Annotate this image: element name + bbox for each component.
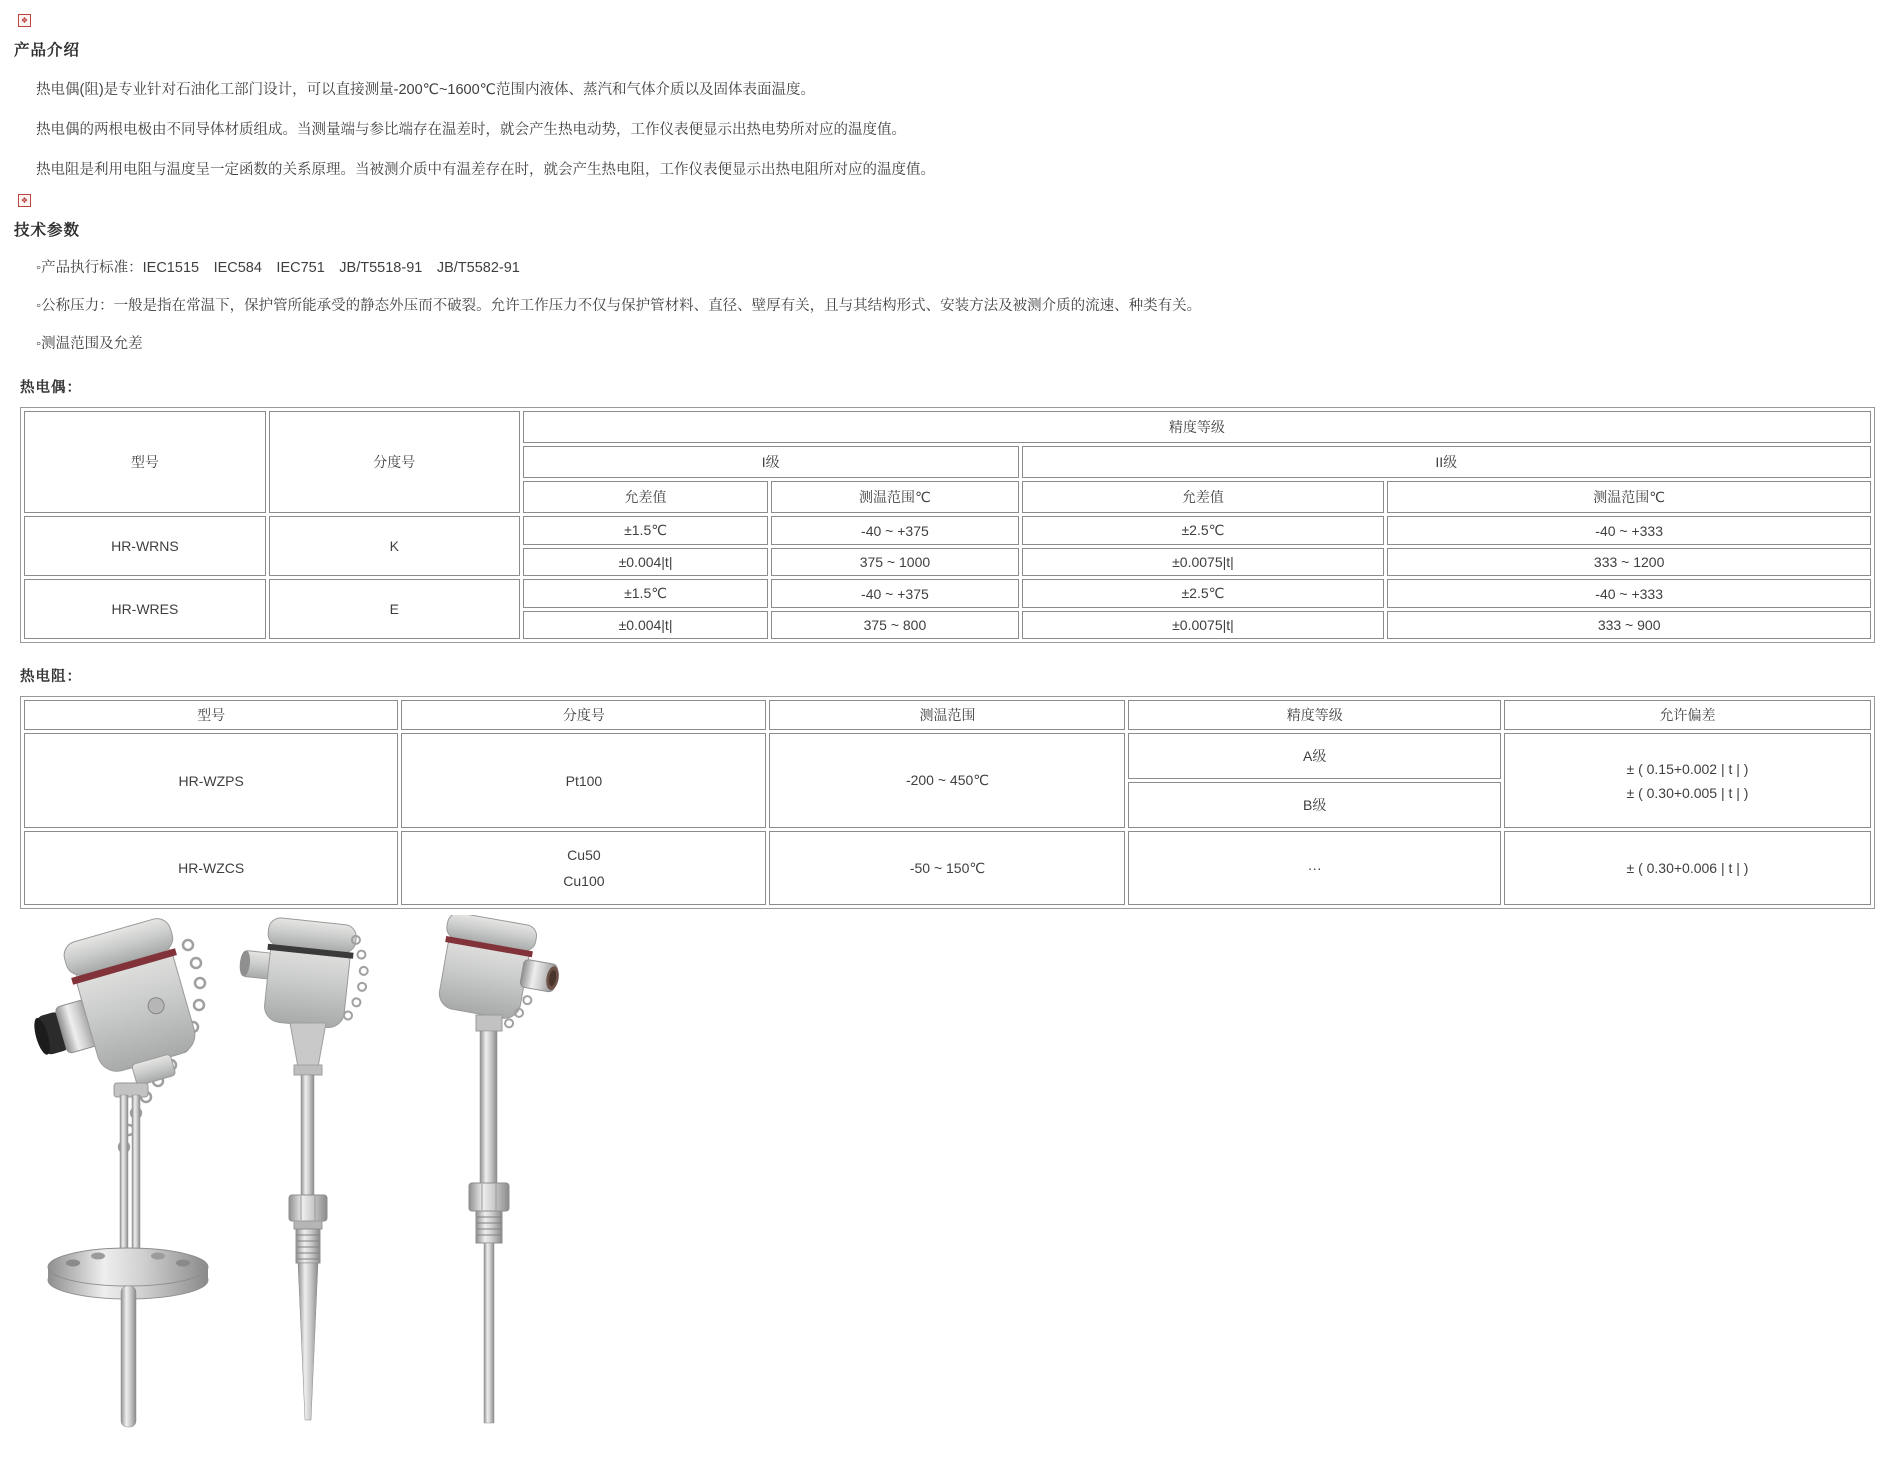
cell-range: 333 ~ 1200 — [1387, 548, 1871, 576]
intro-paragraph-1: 热电偶(阻)是专业针对石油化工部门设计，可以直接测量-200℃~1600℃范围内液体、蒸汽和气体介质以及固体表面温度。 — [36, 82, 815, 98]
cell-deviation: ± ( 0.30+0.006 | t | ) — [1504, 831, 1871, 905]
header-graduation: 分度号 — [401, 700, 766, 730]
taper-thermocouple-photo — [232, 915, 382, 1430]
spec-pressure-line: ◦公称压力：一般是指在常温下，保护管所能承受的静态外压而不破裂。允许工作压力不仅与保护管材料、直径、壁厚有关，且与其结构形式、安装方法及被测介质的流速、种类有关。 — [36, 298, 1202, 314]
spec-standards-line: ◦产品执行标准：IEC1515 IEC584 IEC751 JB/T5518-91 JB/T5582-91 — [36, 260, 520, 276]
intro-paragraph-2: 热电偶的两根电极由不同导体材质组成。当测量端与参比端存在温差时，就会产生热电动势，工作仪表便显示出热电势所对应的温度值。 — [36, 122, 906, 138]
cell-range: -40 ~ +333 — [1387, 579, 1871, 608]
header-range: 测温范围℃ — [771, 481, 1018, 513]
deviation-class-b: ± ( 0.30+0.005 | t | ) — [1626, 784, 1749, 801]
cell-tolerance: ±0.0075|t| — [1022, 611, 1385, 639]
ornament-icon: ❖ — [20, 15, 29, 25]
rtd-table — [20, 696, 1875, 909]
hex-nut — [469, 1183, 509, 1211]
intro-section-title: 产品介绍 — [14, 42, 81, 59]
cell-tolerance: ±1.5℃ — [523, 579, 768, 608]
rtd-table-label: 热电阻： — [20, 669, 82, 685]
header-class-2: II级 — [1022, 446, 1871, 478]
graduation-cu100: Cu100 — [563, 873, 605, 889]
spec-range-line: ◦测温范围及允差 — [36, 336, 143, 352]
cell-range: -200 ~ 450℃ — [769, 733, 1125, 828]
header-tolerance: 允差值 — [1022, 481, 1385, 513]
cell-range: 375 ~ 800 — [771, 611, 1018, 639]
cell-range: -50 ~ 150℃ — [769, 831, 1125, 905]
intro-paragraph-3: 热电阻是利用电阻与温度呈一定函数的关系原理。当被测介质中有温差存在时，就会产生热电阻，工作仪表便显示出热电阻所对应的温度值。 — [36, 162, 935, 178]
cell-class-b: B级 — [1128, 782, 1501, 828]
section-bullet-icon — [18, 14, 31, 27]
table-row — [24, 831, 1871, 905]
ornament-icon: ❖ — [20, 195, 29, 205]
cell-tolerance: ±0.0075|t| — [1022, 548, 1385, 576]
cell-tolerance: ±2.5℃ — [1022, 516, 1385, 545]
header-graduation: 分度号 — [269, 411, 520, 513]
header-accuracy-class: 精度等级 — [1128, 700, 1501, 730]
cell-model: HR-WRNS — [24, 516, 266, 576]
table-row — [24, 516, 1871, 545]
header-model: 型号 — [24, 411, 266, 513]
straight-thermocouple-photo — [414, 915, 564, 1430]
cell-range: -40 ~ +333 — [1387, 516, 1871, 545]
cell-model: HR-WRES — [24, 579, 266, 639]
cell-range: 375 ~ 1000 — [771, 548, 1018, 576]
cell-graduation: K — [269, 516, 520, 576]
cell-tolerance: ±0.004|t| — [523, 548, 768, 576]
section-bullet-icon — [18, 194, 31, 207]
deviation-class-a: ± ( 0.15+0.002 | t | ) — [1626, 760, 1749, 777]
flanged-thermocouple-photo — [28, 915, 218, 1430]
header-class-1: I级 — [523, 446, 1019, 478]
header-tolerance: 允差值 — [523, 481, 768, 513]
header-range: 测温范围℃ — [1387, 481, 1871, 513]
header-accuracy-class: 精度等级 — [523, 411, 1871, 443]
hex-nut — [289, 1195, 327, 1221]
cell-tolerance: ±0.004|t| — [523, 611, 768, 639]
table-row — [24, 700, 1871, 730]
header-deviation: 允许偏差 — [1504, 700, 1871, 730]
threaded-section — [296, 1229, 320, 1263]
header-model: 型号 — [24, 700, 398, 730]
table-row — [24, 411, 1871, 443]
cell-range: -40 ~ +375 — [771, 516, 1018, 545]
cell-deviation — [1504, 733, 1871, 828]
graduation-cu50: Cu50 — [567, 847, 601, 863]
cell-tolerance: ±1.5℃ — [523, 516, 768, 545]
table-row — [24, 579, 1871, 608]
thermocouple-table-label: 热电偶： — [20, 380, 82, 396]
cell-class: ··· — [1128, 831, 1501, 905]
cell-range: 333 ~ 900 — [1387, 611, 1871, 639]
cell-model: HR-WZPS — [24, 733, 398, 828]
connection-head — [234, 915, 372, 1031]
specs-section-title: 技术参数 — [14, 222, 81, 239]
table-row — [24, 733, 1871, 779]
header-range: 测温范围 — [769, 700, 1125, 730]
cell-tolerance: ±2.5℃ — [1022, 579, 1385, 608]
cell-range: -40 ~ +375 — [771, 579, 1018, 608]
cell-graduation: Pt100 — [401, 733, 766, 828]
cell-graduation: E — [269, 579, 520, 639]
cell-model: HR-WZCS — [24, 831, 398, 905]
thermocouple-table — [20, 407, 1875, 643]
cell-graduation — [401, 831, 766, 905]
threaded-section — [476, 1211, 502, 1243]
cell-class-a: A级 — [1128, 733, 1501, 779]
product-photos — [28, 915, 1876, 1430]
